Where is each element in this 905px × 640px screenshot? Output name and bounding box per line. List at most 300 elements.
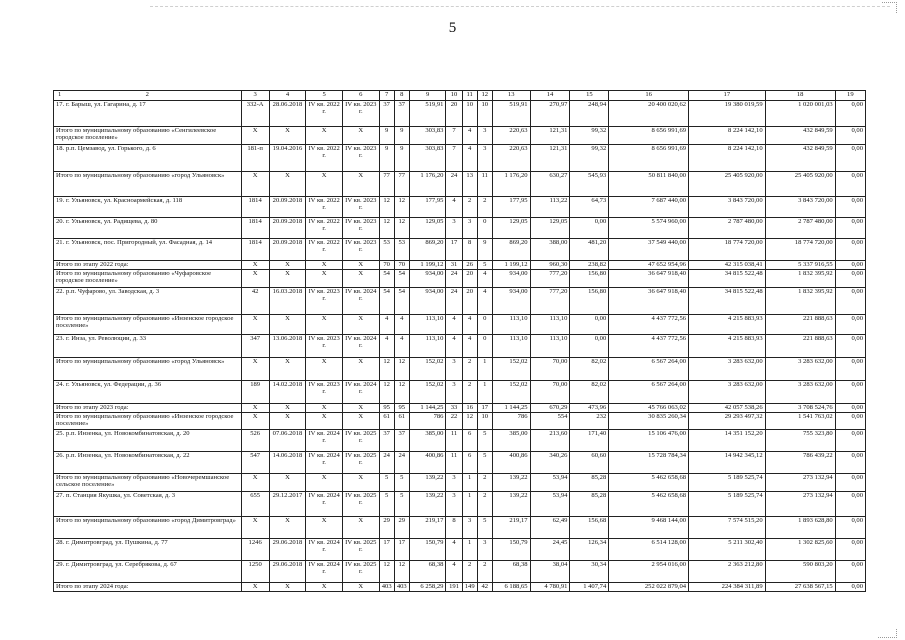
cell-c16: 4 437 772,56 bbox=[609, 335, 689, 358]
cell-c19: 0,00 bbox=[835, 270, 865, 288]
cell-c11: 2 bbox=[462, 197, 477, 218]
cell-c5: IV кв. 2022 г. bbox=[306, 101, 343, 127]
header-col-5: 5 bbox=[306, 91, 343, 101]
cell-c3: X bbox=[241, 474, 269, 492]
subtotal-label: Итого по этапу 2022 года: bbox=[54, 261, 242, 270]
cell-c17: 34 815 522,48 bbox=[689, 288, 766, 315]
cell-c11: 6 bbox=[462, 452, 477, 474]
cell-c11: 8 bbox=[462, 239, 477, 261]
cell-c13: 219,17 bbox=[492, 517, 530, 539]
cell-c3: X bbox=[241, 517, 269, 539]
cell-c19: 0,00 bbox=[835, 517, 865, 539]
cell-c16: 8 656 991,69 bbox=[609, 127, 689, 145]
cell-c6: IV кв. 2023 г. bbox=[342, 218, 379, 239]
cell-c19: 0,00 bbox=[835, 561, 865, 583]
table-row bbox=[54, 145, 866, 172]
cell-c14: 213,60 bbox=[530, 430, 570, 452]
cell-c7: 54 bbox=[379, 270, 394, 288]
cell-c14: 113,10 bbox=[530, 335, 570, 358]
cell-c11: 26 bbox=[462, 261, 477, 270]
cell-c13: 220,63 bbox=[492, 145, 530, 172]
cell-c16: 8 656 991,69 bbox=[609, 145, 689, 172]
cell-c3: 547 bbox=[241, 452, 269, 474]
cell-c8: 53 bbox=[394, 239, 409, 261]
cell-c7: 12 bbox=[379, 381, 394, 404]
cell-c15: 1 407,74 bbox=[570, 583, 609, 592]
cell-c9: 934,00 bbox=[409, 288, 446, 315]
cell-c16: 9 468 144,00 bbox=[609, 517, 689, 539]
cell-c18: 755 323,80 bbox=[765, 430, 835, 452]
cell-c19: 0,00 bbox=[835, 145, 865, 172]
cell-c17: 5 189 525,74 bbox=[689, 492, 766, 517]
cell-c19: 0,00 bbox=[835, 452, 865, 474]
address-cell bbox=[54, 197, 242, 218]
cell-c6: X bbox=[342, 358, 379, 381]
cell-c10: 11 bbox=[446, 430, 462, 452]
header-col-4: 4 bbox=[269, 91, 306, 101]
cell-c15: 0,00 bbox=[570, 335, 609, 358]
cell-c15: 85,28 bbox=[570, 492, 609, 517]
cell-c18: 1 832 395,92 bbox=[765, 270, 835, 288]
cell-c17: 42 315 038,41 bbox=[689, 261, 766, 270]
header-col-7: 7 bbox=[379, 91, 394, 101]
cell-c17: 19 380 019,59 bbox=[689, 101, 766, 127]
cell-c10: 3 bbox=[446, 358, 462, 381]
cell-c12: 9 bbox=[477, 239, 492, 261]
subtotal-label: Итого по муниципальному образованию «Инзенское городское поселение» bbox=[54, 413, 242, 430]
cell-c6: IV кв. 2025 г. bbox=[342, 452, 379, 474]
address-cell bbox=[54, 218, 242, 239]
subtotal-row bbox=[54, 413, 866, 430]
cell-c3: 332-А bbox=[241, 101, 269, 127]
cell-c17: 2 787 480,00 bbox=[689, 218, 766, 239]
cell-c9: 219,17 bbox=[409, 517, 446, 539]
corner-mark-bottom bbox=[878, 629, 897, 638]
subtotal-row bbox=[54, 583, 866, 592]
cell-c6: X bbox=[342, 404, 379, 413]
cell-c19: 0,00 bbox=[835, 381, 865, 404]
subtotal-row bbox=[54, 474, 866, 492]
cell-c17: 2 363 212,80 bbox=[689, 561, 766, 583]
table-row bbox=[54, 218, 866, 239]
cell-c3: X bbox=[241, 315, 269, 335]
cell-c19: 0,00 bbox=[835, 335, 865, 358]
cell-c15: 126,34 bbox=[570, 539, 609, 561]
cell-c5: X bbox=[306, 413, 343, 430]
address-text: г. Барыш, ул. Гагарина, д. 17 bbox=[66, 101, 146, 108]
cell-c8: 54 bbox=[394, 288, 409, 315]
cell-c5: X bbox=[306, 261, 343, 270]
cell-c8: 37 bbox=[394, 101, 409, 127]
cell-c19: 0,00 bbox=[835, 474, 865, 492]
cell-c8: 54 bbox=[394, 270, 409, 288]
header-col-1: 1 bbox=[58, 91, 62, 98]
cell-c5: X bbox=[306, 474, 343, 492]
cell-c10: 191 bbox=[446, 583, 462, 592]
cell-c13: 177,95 bbox=[492, 197, 530, 218]
cell-c16: 6 567 264,00 bbox=[609, 358, 689, 381]
header-col-14: 14 bbox=[530, 91, 570, 101]
cell-c10: 3 bbox=[446, 474, 462, 492]
cell-c9: 150,79 bbox=[409, 539, 446, 561]
header-col-10: 10 bbox=[446, 91, 462, 101]
cell-c6: IV кв. 2025 г. bbox=[342, 492, 379, 517]
cell-c16: 36 647 918,40 bbox=[609, 270, 689, 288]
cell-c6: X bbox=[342, 474, 379, 492]
cell-c14: 121,31 bbox=[530, 127, 570, 145]
table-row bbox=[54, 197, 866, 218]
subtotal-label: Итого по муниципальному образованию «город Ульяновск» bbox=[54, 172, 242, 197]
cell-c16: 50 811 840,00 bbox=[609, 172, 689, 197]
cell-c11: 1 bbox=[462, 492, 477, 517]
cell-c12: 1 bbox=[477, 358, 492, 381]
cell-c7: 403 bbox=[379, 583, 394, 592]
cell-c18: 590 803,20 bbox=[765, 561, 835, 583]
address-text: п. Станция Якушка, ул. Советская, д. 3 bbox=[66, 492, 175, 499]
cell-c5: X bbox=[306, 404, 343, 413]
cell-c12: 0 bbox=[477, 335, 492, 358]
cell-c17: 8 224 142,10 bbox=[689, 145, 766, 172]
address-cell bbox=[54, 381, 242, 404]
cell-c7: 12 bbox=[379, 218, 394, 239]
cell-c11: 16 bbox=[462, 404, 477, 413]
cell-c15: 156,68 bbox=[570, 517, 609, 539]
cell-c10: 24 bbox=[446, 288, 462, 315]
cell-c13: 786 bbox=[492, 413, 530, 430]
cell-c8: 9 bbox=[394, 127, 409, 145]
cell-c19: 0,00 bbox=[835, 197, 865, 218]
cell-c9: 400,86 bbox=[409, 452, 446, 474]
cell-c4: 14.06.2018 bbox=[269, 452, 306, 474]
address-text: г. Ульяновск, пос. Пригородный, ул. Фасадная, д. 14 bbox=[66, 239, 213, 246]
table-row bbox=[54, 492, 866, 517]
subtotal-label: Итого по муниципальному образованию «Инзенское городское поселение» bbox=[54, 315, 242, 335]
header-col-15: 15 bbox=[570, 91, 609, 101]
cell-c9: 152,02 bbox=[409, 381, 446, 404]
cell-c9: 139,22 bbox=[409, 492, 446, 517]
cell-c16: 4 437 772,56 bbox=[609, 315, 689, 335]
cell-c4: 13.06.2018 bbox=[269, 335, 306, 358]
cell-c12: 1 bbox=[477, 381, 492, 404]
cell-c8: 4 bbox=[394, 315, 409, 335]
cell-c7: 24 bbox=[379, 452, 394, 474]
cell-c4: 29.06.2018 bbox=[269, 539, 306, 561]
cell-c9: 934,00 bbox=[409, 270, 446, 288]
cell-c14: 70,00 bbox=[530, 381, 570, 404]
cell-c13: 129,05 bbox=[492, 218, 530, 239]
row-number: 27. bbox=[56, 492, 65, 499]
cell-c5: X bbox=[306, 517, 343, 539]
cell-c8: 5 bbox=[394, 492, 409, 517]
address-cell bbox=[54, 335, 242, 358]
cell-c14: 270,97 bbox=[530, 101, 570, 127]
cell-c10: 4 bbox=[446, 335, 462, 358]
cell-c13: 6 188,65 bbox=[492, 583, 530, 592]
cell-c8: 5 bbox=[394, 474, 409, 492]
cell-c5: IV кв. 2022 г. bbox=[306, 145, 343, 172]
cell-c5: X bbox=[306, 583, 343, 592]
cell-c3: X bbox=[241, 261, 269, 270]
cell-c3: 1814 bbox=[241, 197, 269, 218]
cell-c4: 07.06.2018 bbox=[269, 430, 306, 452]
cell-c5: X bbox=[306, 358, 343, 381]
cell-c4: X bbox=[269, 404, 306, 413]
cell-c3: 1814 bbox=[241, 218, 269, 239]
cell-c16: 37 549 440,00 bbox=[609, 239, 689, 261]
cell-c14: 62,49 bbox=[530, 517, 570, 539]
cell-c15: 64,73 bbox=[570, 197, 609, 218]
cell-c17: 3 843 720,00 bbox=[689, 197, 766, 218]
cell-c17: 14 351 152,20 bbox=[689, 430, 766, 452]
cell-c12: 17 bbox=[477, 404, 492, 413]
cell-c5: X bbox=[306, 270, 343, 288]
cell-c10: 22 bbox=[446, 413, 462, 430]
cell-c15: 238,82 bbox=[570, 261, 609, 270]
cell-c5: X bbox=[306, 172, 343, 197]
table-row bbox=[54, 335, 866, 358]
cell-c6: X bbox=[342, 127, 379, 145]
cell-c11: 4 bbox=[462, 335, 477, 358]
cell-c14: 630,27 bbox=[530, 172, 570, 197]
cell-c4: X bbox=[269, 474, 306, 492]
cell-c5: IV кв. 2023 г. bbox=[306, 381, 343, 404]
cell-c19: 0,00 bbox=[835, 261, 865, 270]
row-number: 29. bbox=[56, 561, 65, 568]
cell-c8: 61 bbox=[394, 413, 409, 430]
cell-c4: 19.04.2016 bbox=[269, 145, 306, 172]
cell-c8: 24 bbox=[394, 452, 409, 474]
cell-c18: 27 638 567,15 bbox=[765, 583, 835, 592]
cell-c14: 38,04 bbox=[530, 561, 570, 583]
cell-c15: 99,32 bbox=[570, 127, 609, 145]
address-cell bbox=[54, 145, 242, 172]
cell-c13: 113,10 bbox=[492, 315, 530, 335]
cell-c3: 655 bbox=[241, 492, 269, 517]
address-cell bbox=[54, 539, 242, 561]
subtotal-label: Итого по муниципальному образованию «Новочеремшанское сельское поселение» bbox=[54, 474, 242, 492]
address-cell bbox=[54, 430, 242, 452]
cell-c12: 2 bbox=[477, 561, 492, 583]
cell-c3: X bbox=[241, 413, 269, 430]
cell-c5: IV кв. 2023 г. bbox=[306, 335, 343, 358]
cell-c16: 15 106 476,00 bbox=[609, 430, 689, 452]
cell-c12: 10 bbox=[477, 101, 492, 127]
cell-c16: 2 954 016,00 bbox=[609, 561, 689, 583]
cell-c7: 77 bbox=[379, 172, 394, 197]
cell-c7: 5 bbox=[379, 474, 394, 492]
cell-c3: 1246 bbox=[241, 539, 269, 561]
cell-c4: X bbox=[269, 358, 306, 381]
cell-c15: 30,34 bbox=[570, 561, 609, 583]
cell-c14: 340,26 bbox=[530, 452, 570, 474]
cell-c18: 3 283 632,00 bbox=[765, 381, 835, 404]
cell-c18: 432 849,59 bbox=[765, 127, 835, 145]
header-col-12: 12 bbox=[477, 91, 492, 101]
cell-c5: IV кв. 2024 г. bbox=[306, 430, 343, 452]
cell-c14: 70,00 bbox=[530, 358, 570, 381]
header-col-2: 2 bbox=[145, 91, 149, 98]
cell-c15: 473,96 bbox=[570, 404, 609, 413]
table-row bbox=[54, 239, 866, 261]
cell-c7: 9 bbox=[379, 127, 394, 145]
cell-c18: 1 893 628,80 bbox=[765, 517, 835, 539]
table-row bbox=[54, 288, 866, 315]
cell-c12: 3 bbox=[477, 539, 492, 561]
cell-c7: 12 bbox=[379, 197, 394, 218]
subtotal-label: Итого по этапу 2024 года: bbox=[54, 583, 242, 592]
subtotal-row bbox=[54, 358, 866, 381]
cell-c11: 20 bbox=[462, 270, 477, 288]
cell-c8: 9 bbox=[394, 145, 409, 172]
cell-c3: 1250 bbox=[241, 561, 269, 583]
row-number: 20. bbox=[56, 218, 65, 225]
cell-c18: 273 132,94 bbox=[765, 474, 835, 492]
cell-c15: 232 bbox=[570, 413, 609, 430]
cell-c4: X bbox=[269, 172, 306, 197]
cell-c14: 670,29 bbox=[530, 404, 570, 413]
cell-c9: 303,83 bbox=[409, 127, 446, 145]
cell-c7: 5 bbox=[379, 492, 394, 517]
cell-c8: 77 bbox=[394, 172, 409, 197]
cell-c4: X bbox=[269, 517, 306, 539]
cell-c11: 149 bbox=[462, 583, 477, 592]
cell-c10: 24 bbox=[446, 270, 462, 288]
cell-c6: IV кв. 2025 г. bbox=[342, 539, 379, 561]
cell-c3: X bbox=[241, 127, 269, 145]
cell-c13: 152,02 bbox=[492, 381, 530, 404]
cell-c13: 1 199,12 bbox=[492, 261, 530, 270]
header-col-3: 3 bbox=[241, 91, 269, 101]
cell-c11: 4 bbox=[462, 145, 477, 172]
address-text: г. Инза, ул. Революции, д. 33 bbox=[66, 335, 147, 342]
address-text: р.п. Инзенка, ул. Новокомбинатовская, д. 22 bbox=[66, 452, 190, 459]
cell-c13: 220,63 bbox=[492, 127, 530, 145]
cell-c19: 0,00 bbox=[835, 583, 865, 592]
cell-c15: 0,00 bbox=[570, 218, 609, 239]
cell-c8: 4 bbox=[394, 335, 409, 358]
cell-c10: 11 bbox=[446, 452, 462, 474]
cell-c10: 3 bbox=[446, 492, 462, 517]
row-number: 21. bbox=[56, 239, 65, 246]
subtotal-label: Итого по муниципальному образованию «город Ульяновск» bbox=[54, 358, 242, 381]
cell-c9: 139,22 bbox=[409, 474, 446, 492]
cell-c3: 347 bbox=[241, 335, 269, 358]
cell-c11: 20 bbox=[462, 288, 477, 315]
cell-c3: 526 bbox=[241, 430, 269, 452]
cell-c13: 139,22 bbox=[492, 474, 530, 492]
address-cell bbox=[54, 452, 242, 474]
cell-c12: 5 bbox=[477, 430, 492, 452]
subtotal-row bbox=[54, 517, 866, 539]
cell-c16: 45 766 063,02 bbox=[609, 404, 689, 413]
top-scan-rule bbox=[150, 6, 890, 7]
cell-c4: 28.06.2018 bbox=[269, 101, 306, 127]
cell-c11: 1 bbox=[462, 539, 477, 561]
page-number: 5 bbox=[448, 20, 457, 36]
cell-c6: X bbox=[342, 517, 379, 539]
cell-c11: 1 bbox=[462, 474, 477, 492]
cell-c19: 0,00 bbox=[835, 404, 865, 413]
row-number: 25. bbox=[56, 430, 65, 437]
cell-c15: 171,40 bbox=[570, 430, 609, 452]
cell-c6: X bbox=[342, 413, 379, 430]
cell-c12: 3 bbox=[477, 145, 492, 172]
cell-c18: 3 843 720,00 bbox=[765, 197, 835, 218]
header-row bbox=[54, 91, 866, 101]
cell-c13: 152,02 bbox=[492, 358, 530, 381]
cell-c13: 1 144,25 bbox=[492, 404, 530, 413]
cell-c18: 221 888,63 bbox=[765, 315, 835, 335]
cell-c3: X bbox=[241, 358, 269, 381]
cell-c8: 12 bbox=[394, 381, 409, 404]
cell-c6: X bbox=[342, 172, 379, 197]
cell-c8: 12 bbox=[394, 561, 409, 583]
cell-c4: 20.09.2018 bbox=[269, 197, 306, 218]
cell-c14: 4 780,91 bbox=[530, 583, 570, 592]
address-text: г. Димитровград, ул. Серебрякова, д. 67 bbox=[66, 561, 177, 568]
cell-c3: 189 bbox=[241, 381, 269, 404]
cell-c9: 113,10 bbox=[409, 335, 446, 358]
cell-c4: 29.06.2018 bbox=[269, 561, 306, 583]
cell-c16: 7 687 440,00 bbox=[609, 197, 689, 218]
cell-c9: 869,20 bbox=[409, 239, 446, 261]
cell-c18: 3 708 524,76 bbox=[765, 404, 835, 413]
row-number: 24. bbox=[56, 381, 65, 388]
cell-c16: 15 728 784,34 bbox=[609, 452, 689, 474]
cell-c4: 16.03.2018 bbox=[269, 288, 306, 315]
cell-c18: 1 020 001,03 bbox=[765, 101, 835, 127]
subtotal-row bbox=[54, 315, 866, 335]
cell-c4: 14.02.2018 bbox=[269, 381, 306, 404]
row-number: 17. bbox=[56, 101, 65, 108]
cell-c13: 385,00 bbox=[492, 430, 530, 452]
cell-c12: 2 bbox=[477, 492, 492, 517]
cell-c12: 0 bbox=[477, 218, 492, 239]
cell-c14: 777,20 bbox=[530, 270, 570, 288]
cell-c12: 42 bbox=[477, 583, 492, 592]
cell-c10: 7 bbox=[446, 145, 462, 172]
cell-c17: 4 215 883,93 bbox=[689, 315, 766, 335]
cell-c10: 31 bbox=[446, 261, 462, 270]
cell-c18: 3 283 632,00 bbox=[765, 358, 835, 381]
cell-c16: 5 462 658,68 bbox=[609, 492, 689, 517]
cell-c9: 68,38 bbox=[409, 561, 446, 583]
cell-c11: 13 bbox=[462, 172, 477, 197]
cell-c9: 6 258,29 bbox=[409, 583, 446, 592]
header-col-19: 19 bbox=[835, 91, 865, 101]
cell-c5: IV кв. 2022 г. bbox=[306, 197, 343, 218]
cell-c8: 70 bbox=[394, 261, 409, 270]
subtotal-label: Итого по этапу 2023 года: bbox=[54, 404, 242, 413]
cell-c18: 1 832 395,92 bbox=[765, 288, 835, 315]
cell-c4: 20.09.2018 bbox=[269, 239, 306, 261]
header-col-16: 16 bbox=[609, 91, 689, 101]
cell-c10: 3 bbox=[446, 381, 462, 404]
cell-c13: 869,20 bbox=[492, 239, 530, 261]
cell-c10: 20 bbox=[446, 101, 462, 127]
cell-c14: 113,10 bbox=[530, 315, 570, 335]
cell-c4: X bbox=[269, 583, 306, 592]
cell-c15: 99,32 bbox=[570, 145, 609, 172]
cell-c16: 5 574 960,00 bbox=[609, 218, 689, 239]
cell-c15: 85,28 bbox=[570, 474, 609, 492]
cell-c8: 12 bbox=[394, 197, 409, 218]
cell-c17: 5 189 525,74 bbox=[689, 474, 766, 492]
corner-mark-top bbox=[882, 2, 897, 13]
address-text: г. Ульяновск, ул. Красноармейская, д. 118 bbox=[66, 197, 183, 204]
table-row bbox=[54, 561, 866, 583]
cell-c3: X bbox=[241, 404, 269, 413]
